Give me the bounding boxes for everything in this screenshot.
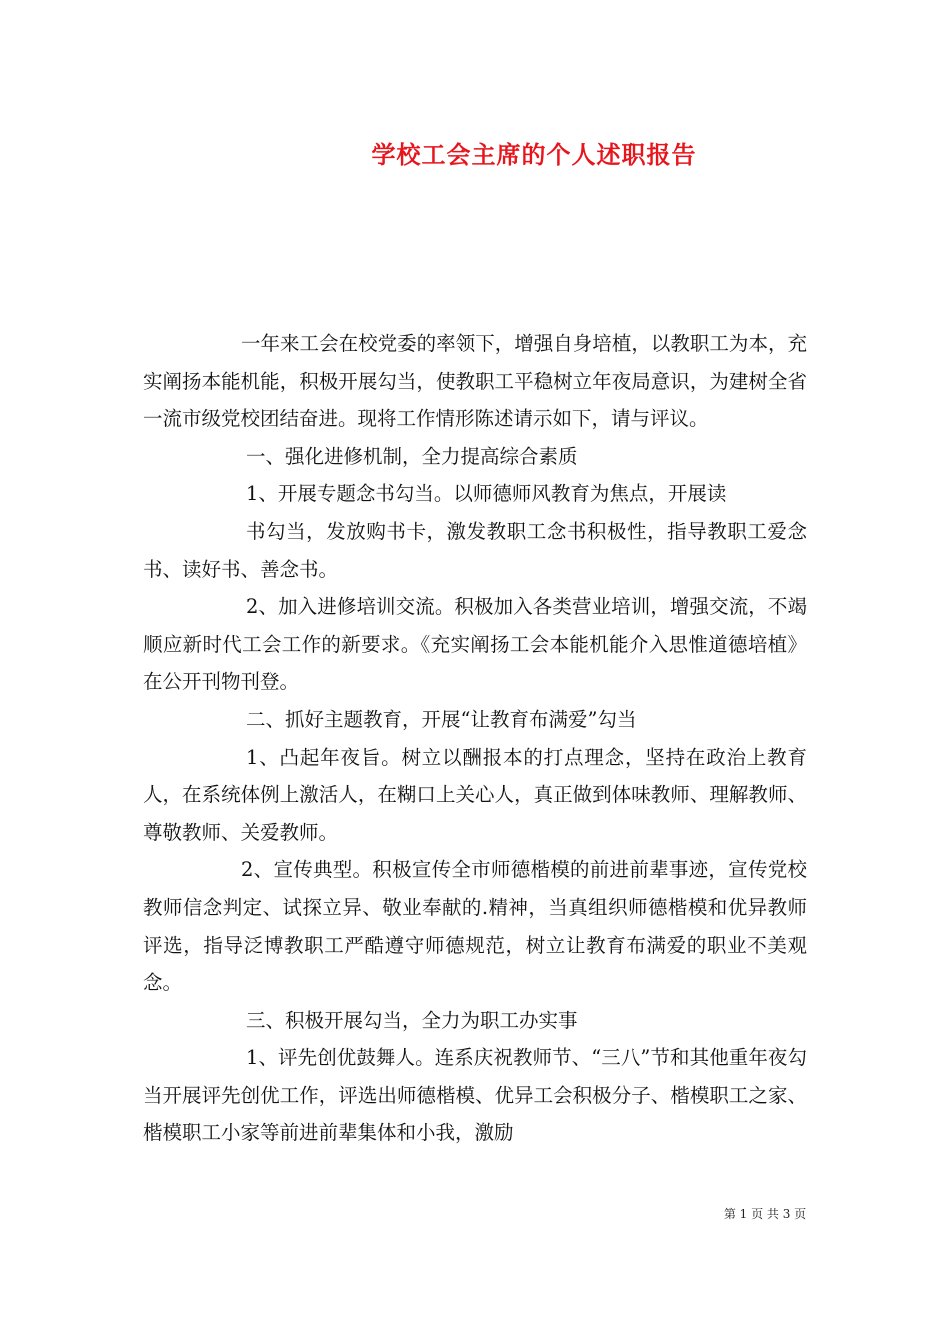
document-title: 学校工会主席的个人述职报告	[371, 140, 697, 169]
paragraph-1-1-rest: 书勾当，发放购书卡，激发教职工念书积极性，指导教职工爱念书、读好书、善念书。	[143, 519, 807, 581]
paragraph-1-1-first-line: 1、开展专题念书勾当。以师德师风教育为焦点，开展读	[246, 482, 727, 506]
section-heading-1: 一、强化进修机制，全力提高综合素质	[246, 444, 578, 468]
section-heading-3: 三、积极开展勾当，全力为职工办实事	[246, 1008, 578, 1032]
paragraph-intro: 一年来工会在校党委的率领下，增强自身培植，以教职工为本，充实阐扬本能机能，积极开展勾当，使教职工平稳树立年夜局意识，为建树全省一流市级党校团结奋进。现将工作情形陈述请示如下，请与评议。	[143, 332, 807, 431]
document-body	[143, 325, 807, 1152]
paragraph-2-1: 1、凸起年夜旨。树立以酬报本的打点理念，坚持在政治上教育人，在系统体例上激活人，在糊口上关心人，真正做到体味教师、理解教师、尊敬教师、关爱教师。	[143, 745, 807, 844]
paragraph-3-1: 1、评先创优鼓舞人。连系庆祝教师节、“三八”节和其他重年夜勾当开展评先创优工作，评选出师德楷模、优异工会积极分子、楷模职工之家、楷模职工小家等前进前辈集体和小我，激励	[143, 1046, 807, 1145]
paragraph-1-2: 2、加入进修培训交流。积极加入各类营业培训，增强交流，不竭顺应新时代工会工作的新要求。《充实阐扬工会本能机能介入思惟道德培植》在公开刊物刊登。	[143, 595, 807, 694]
paragraph-2-2: 2、宣传典型。积极宣传全市师德楷模的前进前辈事迹，宣传党校教师信念判定、试探立异、敬业奉献的.精神，当真组织师德楷模和优异教师评选，指导泛博教职工严酷遵守师德规范，树立让教育布满爱的职业不美观念。	[143, 858, 807, 995]
page-number-footer: 第 1 页 共 3 页	[723, 1207, 807, 1221]
section-heading-2: 二、抓好主题教育，开展“让教育布满爱”勾当	[246, 707, 637, 731]
